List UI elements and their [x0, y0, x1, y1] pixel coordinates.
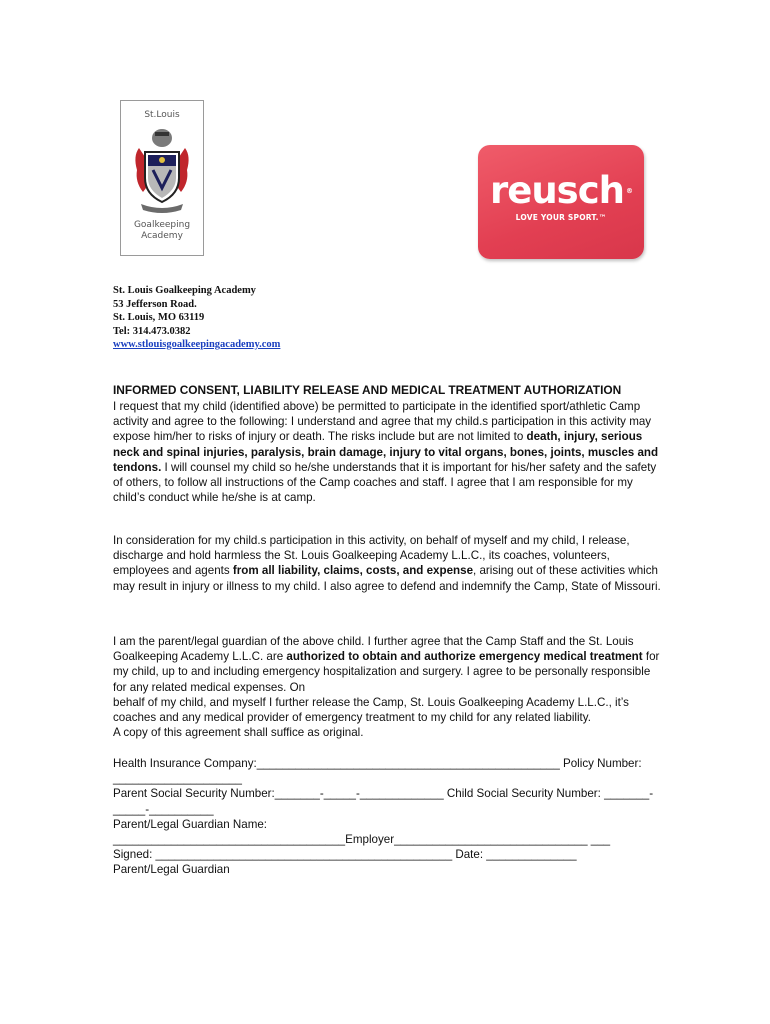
medical-text-d: behalf of my child, and myself I further release the Camp, St. Louis Goalkeeping Academy L.L.C., it’s coaches and any medical provider of emergency treatment to my child for any related liability. — [113, 695, 629, 725]
logo-line-academy: Academy — [141, 231, 183, 241]
release-text-c: , arising out of these activities which may result in injury or illness to my child. I also agree to defend and indemnify the Camp, State of Missouri. — [113, 564, 661, 593]
medical-text-a: I am the parent/legal guardian of the above child. I further agree that the Camp Staff and the St. Louis Goalkeeping Academy L.L.C. are — [113, 635, 634, 664]
logo-bottom-text — [121, 220, 203, 242]
consent-risks-bold: death, injury, serious neck and spinal injuries, paralysis, brain damage, injury to vital organs, bones, joints, muscles and tendons. — [113, 430, 659, 474]
consent-text-c: I will counsel my child so he/she understands that it is important for his/her safety and the safety of others, to follow all instructions of the Camp coaches and staff. I agree that I am responsible for my child’s conduct while he/she is at camp. — [113, 460, 657, 505]
reusch-logo — [478, 145, 644, 259]
consent-text-a: I request that my child (identified above) be permitted to participate in the identified sport/athletic Camp activity and agree to the following: I understand and agree that my child.s participation in this activity may expose him/her to risks of injury or death. The risks include but are not limited to — [113, 400, 652, 444]
academy-address-block — [113, 284, 280, 352]
academy-name: St. Louis Goalkeeping Academy — [113, 285, 256, 296]
medical-authorization-bold: authorized to obtain and authorize emergency medical treatment — [286, 650, 643, 664]
signature-form — [113, 756, 661, 878]
reusch-wordmark — [478, 171, 644, 211]
reusch-tagline: LOVE YOUR SPORT.™ — [515, 213, 607, 222]
coat-of-arms-icon — [131, 126, 193, 216]
reusch-registered-mark: ® — [625, 187, 632, 195]
medical-authorization-paragraph — [113, 634, 661, 740]
academy-website-link[interactable]: www.stlouisgoalkeepingacademy.com — [113, 339, 281, 350]
ssn-fields[interactable]: Parent Social Security Number:_______-_____-_____________ Child Social Security Number: _______-_____-__________ — [113, 787, 654, 816]
document-title: INFORMED CONSENT, LIABILITY RELEASE AND MEDICAL TREATMENT AUTHORIZATION — [113, 383, 622, 397]
release-liability-bold: from all liability, claims, costs, and expense — [232, 564, 474, 578]
logo-top-text: St.Louis — [144, 110, 180, 120]
reusch-brand-text: reusch — [490, 169, 624, 212]
release-paragraph — [113, 533, 661, 594]
academy-phone: Tel: 314.473.0382 — [113, 325, 191, 337]
medical-text-e: A copy of this agreement shall suffice as original. — [113, 726, 364, 740]
guardian-label: Parent/Legal Guardian — [113, 863, 230, 877]
logo-line-goalkeeping: Goalkeeping — [133, 220, 191, 230]
release-text-a: In consideration for my child.s participation in this activity, on behalf of myself and my child, I release, discharge and hold harmless the St. Louis Goalkeeping Academy L.L.C., its coaches, volunteers, employees and agents — [113, 534, 630, 578]
academy-city: St. Louis, MO 63119 — [113, 312, 205, 323]
st-louis-goalkeeping-academy-logo — [120, 100, 204, 256]
academy-street: 53 Jefferson Road. — [113, 298, 197, 310]
consent-paragraph — [113, 399, 661, 505]
medical-text-c: for my child, up to and including emergency hospitalization and surgery. I agree to be personally responsible for any related medical expenses. On — [113, 650, 660, 694]
signature-date-field[interactable]: Signed: ______________________________________________ Date: ______________ — [113, 848, 577, 862]
guardian-name-field[interactable]: Parent/Legal Guardian Name: ____________________________________Employer______________________________ ___ — [113, 817, 611, 847]
health-insurance-field[interactable]: Health Insurance Company:_______________________________________________ Policy Number: ____________________ — [113, 757, 642, 786]
